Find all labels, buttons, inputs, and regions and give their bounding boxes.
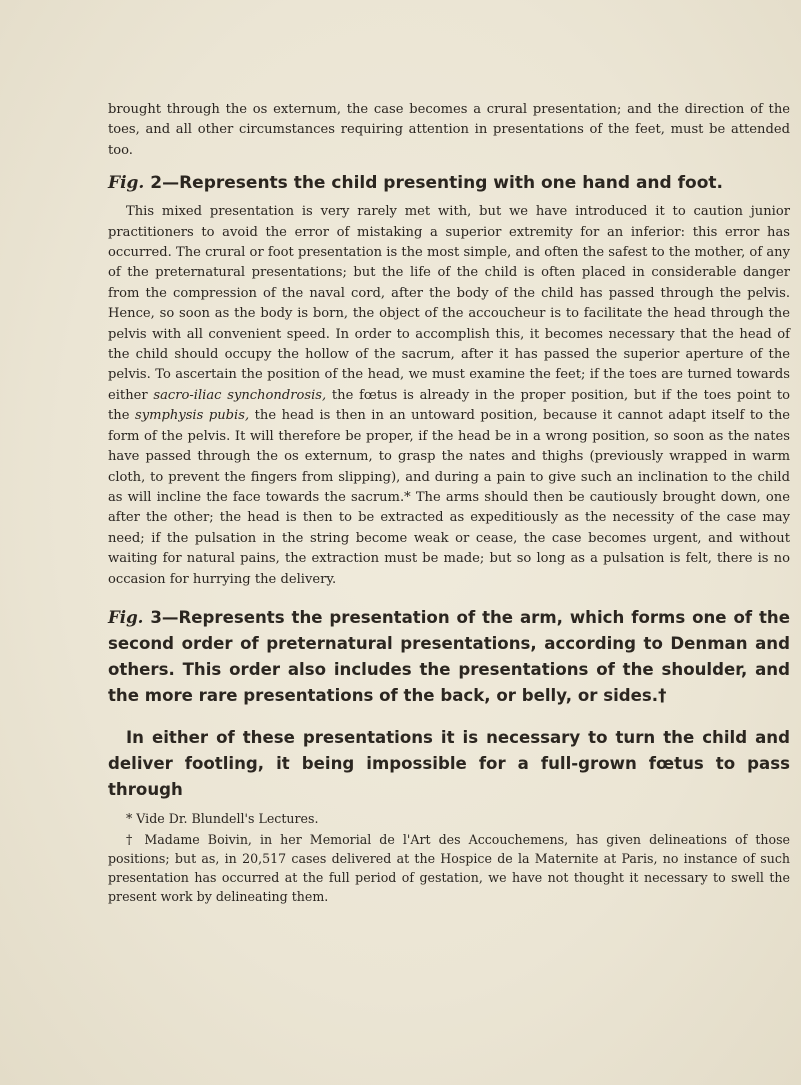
term-sacro-iliac: sacro-iliac synchondrosis, <box>153 387 327 403</box>
fig2-label: Fig. <box>108 173 145 194</box>
fig2-paragraph-part3: the head is then in an untoward position, because it cannot adapt itself to the form of the pelvis. It will therefore be proper, if the head be in a wrong position, so soon as the nates have passed through the os externum, to grasp the nates and thighs (previously wrapped in warm cloth, to prevent the fingers from slipping), and during a pain to give such an inclination to the child as will incline the face towards the sacrum.* The arms should then be cautiously brought down, one after the other; the head is then to be extracted as expeditiously as the necessity of the case may need; if the pulsation in the string become weak or cease, the case becomes urgent, and without waiting for natural pains, the extraction must be made; but so long as a pulsation is felt, there is no occasion for hurrying the delivery. <box>108 408 790 587</box>
fig3-heading <box>108 604 790 709</box>
intro-paragraph: brought through the os externum, the case becomes a crural presentation; and the direction of the toes, and all other circumstances requiring attention in presentations of the feet, must be attended too. <box>108 102 790 158</box>
fig2-paragraph <box>108 202 790 590</box>
fig2-paragraph-part1: This mixed presentation is very rarely met with, but we have introduced it to caution junior practitioners to avoid the error of mistaking a superior extremity for an inferior: this error has occurred. The crural or foot presentation is the most simple, and often the safest to the mother, of any of the preternatural presentations; but the life of the child is often placed in considerable danger from the compression of the naval cord, after the body of the child has passed through the pelvis. Hence, so soon as the body is born, the object of the accoucheur is to facilitate the head through the pelvis with all convenient speed. In order to accomplish this, it becomes necessary that the head of the child should occupy the hollow of the sacrum, after it has passed the superior aperture of the pelvis. To ascertain the position of the head, we must examine the feet; if the toes are turned towards either <box>108 204 790 403</box>
term-symphysis-pubis: symphysis pubis, <box>134 408 250 424</box>
page-content <box>108 100 790 906</box>
footnote-1: * Vide Dr. Blundell's Lectures. <box>126 810 319 826</box>
fig3-label: Fig. <box>108 606 144 627</box>
fig2-title: 2—Represents the child presenting with one hand and foot. <box>144 173 723 194</box>
fig2-heading <box>108 171 790 196</box>
fig3-text: 3—Represents the presentation of the arm, which forms one of the second order of preternatural presentations, according to Denman and others. This order also includes the presentations of the shoulder, and the more rare presentations of the back, or belly, or sides.† <box>108 607 790 705</box>
footnote-2: † Madame Boivin, in her Memorial de l'Art des Accouchemens, has given delineations of those positions; but as, in 20,517 cases delivered at the Hospice de la Maternite at Paris, no instance of such presentation has occurred at the full period of gestation, we have not thought it necessary to swell the present work by delineating them. <box>108 831 790 904</box>
turning-paragraph: In either of these presentations it is necessary to turn the child and deliver footling, it being impossible for a full-grown fœtus to pass through <box>108 727 790 799</box>
fig2-paragraph-part2: the fœtus is already in the proper position, but if the toes point to the <box>108 387 790 424</box>
